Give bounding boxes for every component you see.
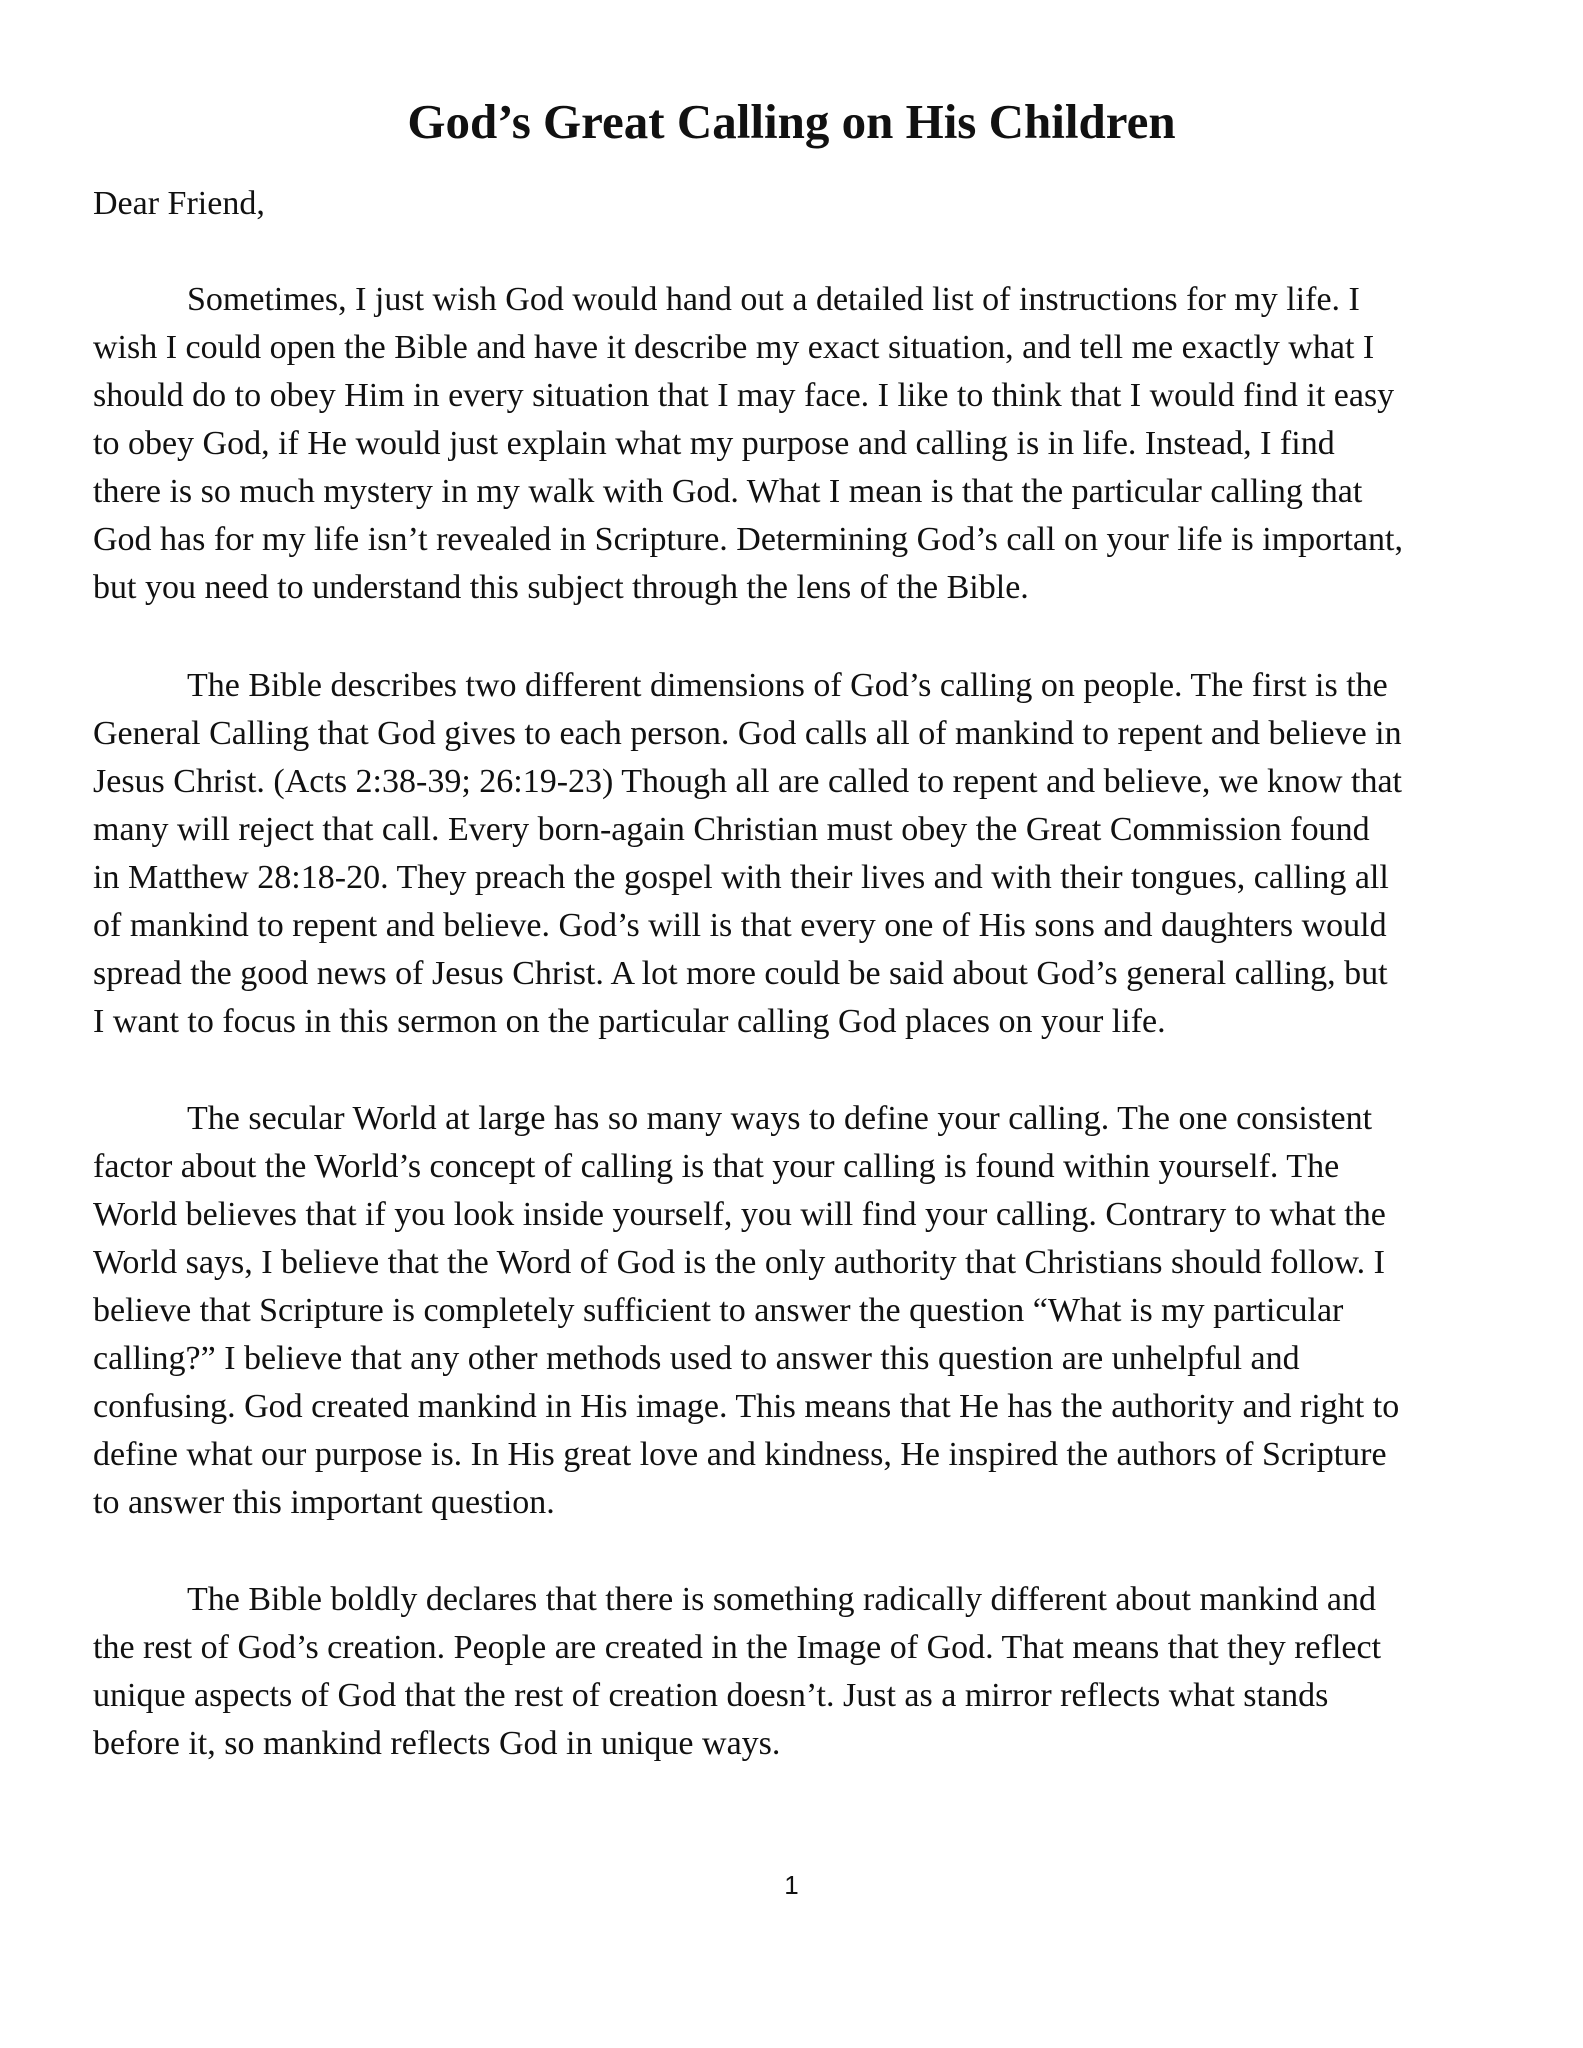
paragraph-line: before it, so mankind reflects God in unique ways. xyxy=(93,1725,781,1762)
paragraph-line: God has for my life isn’t revealed in Scripture. Determining God’s call on your life is important, xyxy=(93,521,1403,558)
paragraph-line: unique aspects of God that the rest of creation doesn’t. Just as a mirror reflects what stands xyxy=(93,1677,1329,1714)
paragraph-line: to obey God, if He would just explain what my purpose and calling is in life. Instead, I find xyxy=(93,425,1335,462)
salutation: Dear Friend, xyxy=(93,185,265,222)
paragraph-line: confusing. God created mankind in His image. This means that He has the authority and right to xyxy=(93,1388,1400,1425)
paragraph-line: factor about the World’s concept of calling is that your calling is found within yourself. The xyxy=(93,1148,1340,1185)
paragraph-line: many will reject that call. Every born-again Christian must obey the Great Commission found xyxy=(93,811,1370,848)
paragraph-line: of mankind to repent and believe. God’s will is that every one of His sons and daughters would xyxy=(93,907,1387,944)
paragraph-line: Sometimes, I just wish God would hand out a detailed list of instructions for my life. I xyxy=(187,281,1360,318)
paragraph-line: spread the good news of Jesus Christ. A lot more could be said about God’s general calling, but xyxy=(93,955,1388,992)
paragraph-line: wish I could open the Bible and have it describe my exact situation, and tell me exactly what I xyxy=(93,329,1375,366)
paragraph-line: Jesus Christ. (Acts 2:38-39; 26:19-23) Though all are called to repent and believe, we know that xyxy=(93,763,1402,800)
document-title: God’s Great Calling on His Children xyxy=(407,94,1176,149)
paragraph-1 xyxy=(93,276,1493,612)
paragraph-line: General Calling that God gives to each person. God calls all of mankind to repent and believe in xyxy=(93,715,1402,752)
paragraph-line: to answer this important question. xyxy=(93,1484,555,1521)
paragraph-line: The Bible boldly declares that there is something radically different about mankind and xyxy=(187,1581,1377,1618)
paragraph-line: in Matthew 28:18-20. They preach the gospel with their lives and with their tongues, calling all xyxy=(93,859,1389,896)
paragraph-line: the rest of God’s creation. People are created in the Image of God. That means that they reflect xyxy=(93,1629,1382,1666)
paragraph-2 xyxy=(93,662,1493,1046)
page-number: 1 xyxy=(784,1870,799,1900)
paragraph-line: World believes that if you look inside yourself, you will find your calling. Contrary to what the xyxy=(93,1196,1386,1233)
paragraph-line: should do to obey Him in every situation that I may face. I like to think that I would find it easy xyxy=(93,377,1395,414)
paragraph-line: calling?” I believe that any other methods used to answer this question are unhelpful and xyxy=(93,1340,1300,1377)
paragraph-line: but you need to understand this subject through the lens of the Bible. xyxy=(93,569,1029,606)
paragraph-line: there is so much mystery in my walk with God. What I mean is that the particular calling that xyxy=(93,473,1363,510)
paragraph-line: define what our purpose is. In His great love and kindness, He inspired the authors of Scripture xyxy=(93,1436,1387,1473)
paragraph-line: World says, I believe that the Word of God is the only authority that Christians should follow. I xyxy=(93,1244,1385,1281)
paragraph-line: I want to focus in this sermon on the particular calling God places on your life. xyxy=(93,1003,1166,1040)
paragraph-3 xyxy=(93,1095,1493,1527)
paragraph-line: believe that Scripture is completely sufficient to answer the question “What is my particular xyxy=(93,1292,1344,1329)
paragraph-line: The Bible describes two different dimensions of God’s calling on people. The first is the xyxy=(187,667,1388,704)
paragraph-line: The secular World at large has so many ways to define your calling. The one consistent xyxy=(187,1100,1373,1137)
paragraph-4 xyxy=(93,1576,1493,1768)
